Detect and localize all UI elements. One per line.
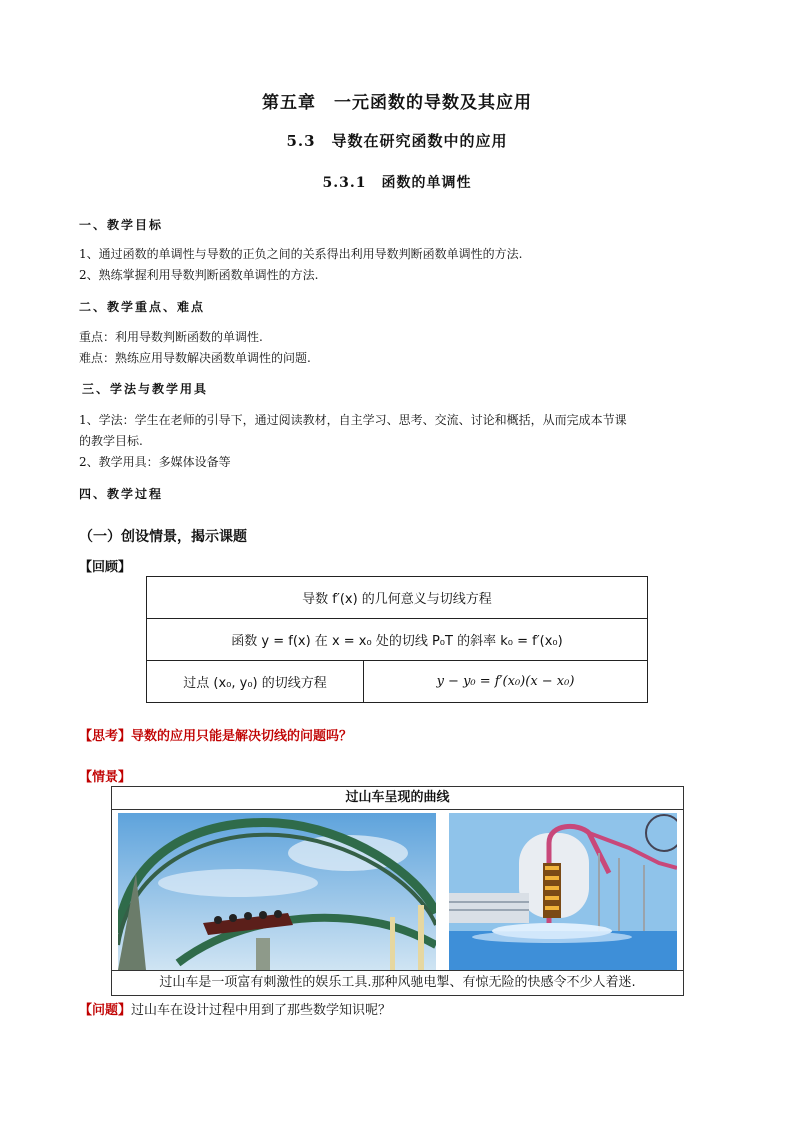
coaster-photo-left [118, 813, 436, 970]
goal-item-2: 2、熟练掌握利用导数判断函数单调性的方法. [79, 268, 319, 282]
process-heading: 四、教学过程 [79, 487, 164, 501]
process-part1: （一）创设情景，揭示课题 [79, 529, 247, 545]
section-title: 5.3 导数在研究函数中的应用 [286, 132, 508, 150]
chapter-title: 第五章 一元函数的导数及其应用 [262, 93, 532, 113]
coaster-loop-image [118, 813, 436, 970]
goals-heading: 一、教学目标 [79, 218, 164, 232]
keypoints-heading: 二、教学重点、难点 [79, 300, 206, 314]
scene-label: 【情景】 [79, 770, 132, 785]
keypoint-item-1: 重点：利用导数判断函数的单调性. [79, 330, 263, 344]
review-table [146, 576, 648, 703]
methods-heading: 三、学法与教学用具 [82, 382, 209, 396]
coaster-water-image [449, 813, 677, 970]
review-row-derivative-meaning: 导数 f′(x) 的几何意义与切线方程 [147, 577, 648, 619]
think-line [79, 725, 352, 744]
review-row-tangent-equation: y − y₀ = f′(x₀)(x − x₀) [364, 661, 648, 703]
question-text: 过山车在设计过程中用到了那些数学知识呢？ [131, 1003, 392, 1018]
subsection-title: 5.3.1 函数的单调性 [322, 175, 472, 191]
scene-header: 过山车呈现的曲线 [112, 787, 683, 810]
think-label: 【思考】 [79, 729, 132, 744]
review-row-tangent-label: 过点 (x₀, y₀) 的切线方程 [147, 661, 364, 703]
method-item-1: 1、学法：学生在老师的引导下，通过阅读教材，自主学习、思考、交流、讨论和概括，从而完成本节课 [79, 413, 627, 427]
review-row-slope: 函数 y = f(x) 在 x = x₀ 处的切线 P₀T 的斜率 k₀ = f′(x₀) [147, 619, 648, 661]
review-label: 【回顾】 [79, 560, 132, 575]
scene-caption: 过山车是一项富有刺激性的娱乐工具.那种风驰电掣、有惊无险的快感令不少人着迷. [112, 970, 683, 995]
question-label: 【问题】 [79, 1003, 132, 1018]
question-line [79, 999, 391, 1018]
think-text: 导数的应用只能是解决切线的问题吗？ [131, 729, 353, 744]
scene-box [111, 786, 684, 996]
keypoint-item-2: 难点：熟练应用导数解决函数单调性的问题. [79, 351, 311, 365]
goal-item-1: 1、通过函数的单调性与导数的正负之间的关系得出利用导数判断函数单调性的方法. [79, 247, 523, 261]
method-item-1-cont: 的教学目标. [79, 434, 143, 448]
coaster-photo-right [449, 813, 677, 970]
method-item-2: 2、教学用具：多媒体设备等 [79, 455, 231, 469]
